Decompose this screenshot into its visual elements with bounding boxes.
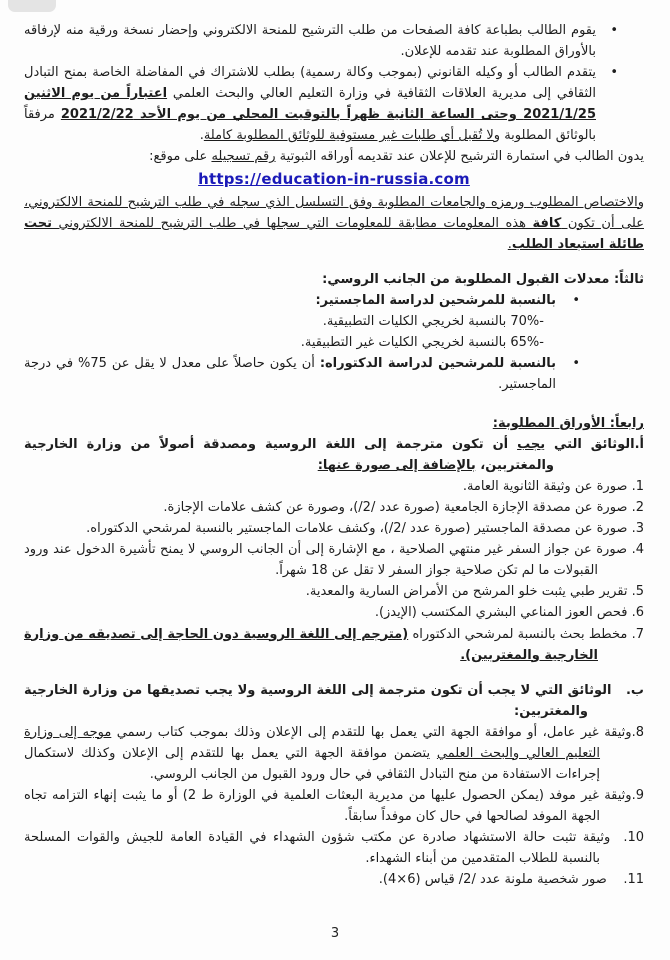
page-number: 3 [330,925,340,941]
bullet-icon: • [610,65,618,81]
doc-item-9: 9.وثيقة غير موفد (يمكن الحصول عليها من مديرية البعثات العلمية في الوزارة ط 2) أو ما يثبت إنهاء التزامه تجاه الجهة الموفد لصالحها في حال كان موفداً سابقاً. [24,787,644,824]
list-item [24,20,644,62]
warning-paragraph: والاختصاص المطلوب ورمزه والجامعات المطلوبة وفق التسلسل الذي سجله في طلب الترشيح للمنحة الالكتروني، على أن تكون كافة هذه المعلومات مطابقة للمعلومات التي سجلها في طلب الترشيح للمنحة الالكتروني تحت طائلة استبعاد الطلب. [24,194,644,252]
intro-bullet-print: يقوم الطالب بطباعة كافة الصفحات من طلب الترشيح للمنحة الالكتروني وإحضار نسخة ورقية منه لإرفاقه بالأوراق المطلوبة عند تقدمه للإعلان. [24,23,596,60]
doc-item-8: 8.وثيقة غير عامل، أو موافقة الجهة التي يعمل بها للتقدم إلى الإعلان وذلك بموجب كتاب رسمي موجه إلى وزارة التعليم العالي والبحث العلمي يتضمن موافقة الجهة التي يعمل بها للتقدم إلى الإعلان وكذلك لاستكمال إجراءات الاستفادة من منح التبادل الثقافي في حال ورود القبول من الجانب الروسي. [24,724,644,782]
doc-item-6: 6. فحص العوز المناعي البشري المكتسب (الإيدز). [374,605,644,621]
part-a-intro: أ.الوثائق التي يجب أن تكون مترجمة إلى اللغة الروسية ومصدقة أصولاً من وزارة الخارجية والمغتربين، بالإضافة إلى صورة عنها: [24,437,644,474]
doc-item-4: 4. صورة عن جواز السفر غير منتهي الصلاحية ، مع الإشارة إلى أن الجانب الروسي لا يمنح تأشيرة الدخول عند ورود القبولات ما لم تكن صلاحية جواز السفر لا تقل عن 18 شهراً. [24,542,644,579]
phd-bullet: بالنسبة للمرشحين لدراسة الدكتوراه: أن يكون حاصلاً على معدل لا يقل عن 75% في درجة الماجستير. [24,355,556,392]
doc-item-3: 3. صورة عن مصدقة الماجستير (صورة عدد /2/)، وكشف علامات الماجستير بالنسبة لمرشحي الدكتوراه. [86,521,644,537]
section-four-heading: رابعاً: الأوراق المطلوبة: [492,416,644,432]
list-item [24,353,644,395]
doc-item-11: 11. صور شخصية ملونة عدد /2/ قياس (6×4). [378,872,644,888]
list-item [24,62,644,146]
doc-item-10: 10. وثيقة تثبت حالة الاستشهاد صادرة عن مكتب شؤون الشهداء في القيادة العامة للجيش والقوات المسلحة بالنسبة للطلاب المتقدمين من أبناء الشهداء. [24,829,644,866]
masters-bullet: بالنسبة للمرشحين لدراسة الماجستير: [315,292,556,308]
section-three-heading: ثالثاً: معدلات القبول المطلوبة من الجانب الروسي: [322,271,644,287]
bullet-icon: • [572,355,580,371]
bullet-icon: • [572,292,580,308]
doc-item-2: 2. صورة عن مصدقة الإجازة الجامعية (صورة عدد /2/)، وصورة عن كشف علامات الإجازة. [163,500,644,516]
masters-rate-applied: -70% بالنسبة لخريجي الكليات التطبيقية. [322,313,544,329]
doc-item-5: 5. تقرير طبي يثبت خلو المرشح من الأمراض السارية والمعدية. [305,584,644,600]
doc-item-7: 7. مخطط بحث بالنسبة لمرشحي الدكتوراه (مترجم إلى اللغة الروسية دون الحاجة إلى تصديقه من وزارة الخارجية والمغتربين). [24,626,644,663]
registration-link[interactable]: https://education-in-russia.com [198,170,470,189]
masters-rate-nonapplied: -65% بالنسبة لخريجي الكليات غير التطبيقية. [300,334,544,350]
intro-bullet-apply: يتقدم الطالب أو وكيله القانوني (بموجب وكالة رسمية) بطلب للاشتراك في المفاضلة الخاصة بمنح التبادل الثقافي إلى مديرية العلاقات الثقافية في وزارة التعليم العالي والبحث العلمي اعتباراً من يوم الاثنين 2021/1/25 وحتى الساعة الثانية ظهراً بالتوقيت المحلي من يوم الأحد 2021/2/22 مرفقاً بالوثائق المطلوبة ولا تُقبل أي طلبات غير مستوفية للوثائق المطلوبة كاملة. [24,65,596,144]
part-b-intro: ب. الوثائق التي لا يجب أن تكون مترجمة إلى اللغة الروسية ولا يجب تصديقها من وزارة الخارجية والمغتربين: [24,682,644,719]
link-line [24,167,644,191]
doc-item-1: 1. صورة عن وثيقة الثانوية العامة. [462,479,644,495]
scan-artifact [8,0,56,12]
list-item [24,290,644,311]
bullet-icon: • [610,23,618,38]
registration-note: يدون الطالب في استمارة الترشيح للإعلان عند تقديمه أوراقه الثبوتية رقم تسجيله على موقع: [149,149,644,165]
